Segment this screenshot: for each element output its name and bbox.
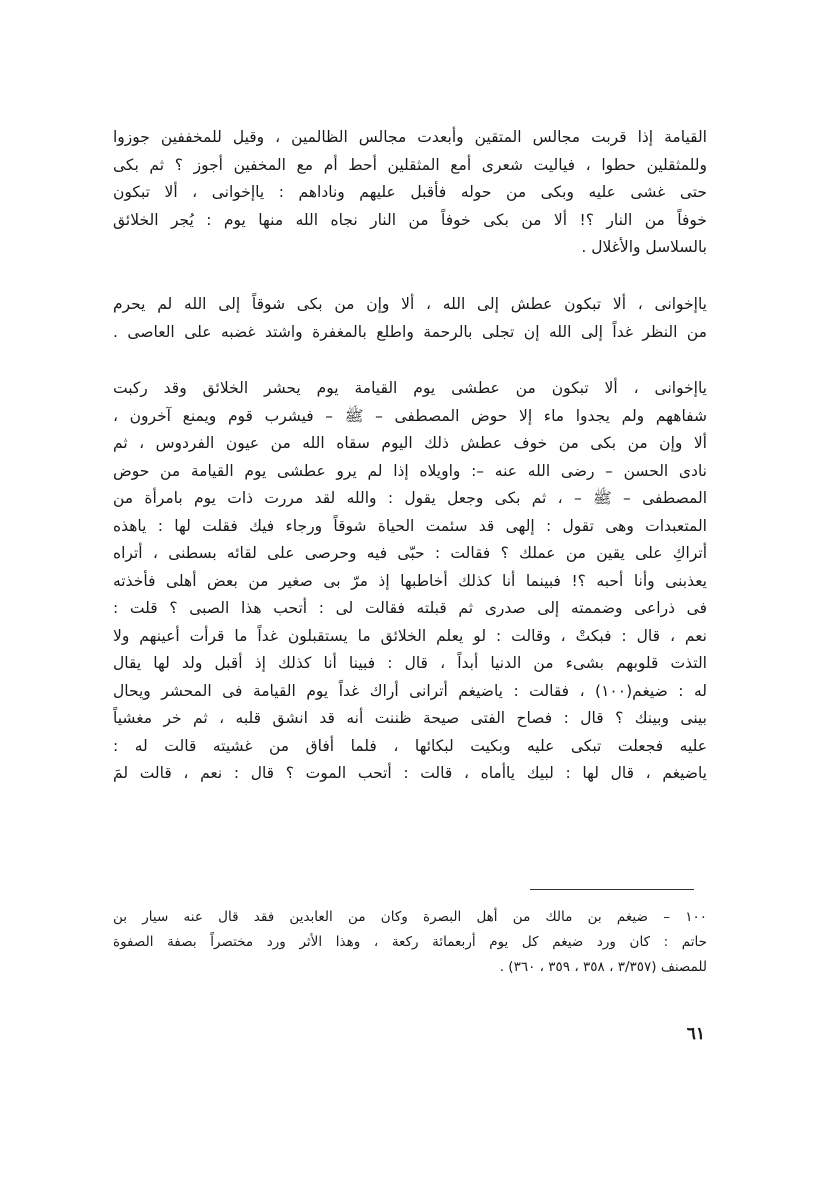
text-line: يعذبنى وأنا أحبه ؟! فبينما أنا كذلك أخاطبها إذ مرّ بى صغير من بعض أهلى فأخذته — [113, 571, 707, 590]
page-number: ٦١ — [686, 1024, 705, 1044]
footnote-line: حاتم : كان ورد ضيغم كل يوم أربعمائة ركعة ، وهذا الأثر ورد مختصراً بصفة الصفوة — [113, 934, 707, 950]
paragraph-3 — [113, 375, 707, 788]
text-line: نادى الحسن – رضى الله عنه –: واويلاه إذا لم يرو عطشى يوم القيامة من حوض — [113, 461, 707, 480]
text-line: نعم ، قال : فبكتْ ، وقالت : لو يعلم الخلائق ما يستقبلون غداً ما قرأت أعينهم ولا — [113, 626, 707, 645]
paragraph-1 — [113, 124, 707, 262]
text-line: المتعبدات وهى تقول : إلهى قد سئمت الحياة شوقاً ورجاء فيك فقلت لها : ياهذه — [113, 516, 707, 535]
footnote-line: للمصنف (٣/٣٥٧ ، ٣٥٨ ، ٣٥٩ ، ٣٦٠) . — [499, 959, 707, 975]
footnote — [113, 905, 707, 980]
text-line: عليه فجعلت تبكى عليه وبكيت لبكائها ، فلما أفاق من غشيته قالت له : — [113, 736, 707, 755]
text-line: التذت قلوبهم بشىء من الدنيا أبداً ، قال : فبينا أنا كذلك إذ أقبل ولد لها يقال — [113, 654, 707, 672]
paragraph-2 — [113, 291, 707, 346]
text-line: أتراكِ على يقين من عملك ؟ فقالت : حبّى فيه وحرصى على لقائه بسطنى ، أتراه — [113, 544, 707, 562]
text-line: بالسلاسل والأغلال . — [581, 238, 707, 256]
text-line: القيامة إذا قربت مجالس المتقين وأبعدت مجالس الظالمين ، وقيل للمخففين جوزوا — [113, 128, 707, 146]
text-line: فى ذراعى وضممته إلى صدرى ثم قبلته فقالت لى : أتحب هذا الصبى ؟ قلت : — [113, 599, 707, 617]
text-line: حتى غشى عليه وبكى من حوله فأقبل عليهم وناداهم : ياإخوانى ، ألا تبكون — [113, 183, 707, 201]
text-line: من النظر غداً إلى الله إن تجلى بالرحمة واطلع بالمغفرة واشتد غضبه على العاصى . — [113, 322, 707, 341]
text-line: خوفاً من النار ؟! ألا من بكى خوفاً من النار نجاه الله منها يوم : يُجر الخلائق — [113, 210, 707, 229]
text-line: المصطفى – ﷺ – ، ثم بكى وجعل يقول : والله لقد مررت ذات يوم بامرأة من — [113, 489, 707, 507]
text-line: ألا وإن من بكى من خوف عطش ذلك اليوم سقاه الله من عيون الفردوس ، ثم — [113, 434, 707, 452]
text-line: شفاههم ولم يجدوا ماء إلا حوض المصطفى – ﷺ – فيشرب قوم ويمنع آخرون ، — [113, 406, 707, 425]
footnote-line: ١٠٠ – ضيغم بن مالك من أهل البصرة وكان من العابدين فقد قال عنه سيار بن — [113, 909, 707, 925]
text-line: ياإخوانى ، ألا تبكون من عطشى يوم القيامة يوم يحشر الخلائق وقد ركبت — [113, 379, 707, 397]
footnote-divider — [530, 889, 694, 890]
text-line: ياإخوانى ، ألا تبكون عطش إلى الله ، ألا وإن من بكى شوقاً إلى الله لم يحرم — [113, 295, 707, 313]
text-line: له : ضيغم(١٠٠) ، فقالت : ياضيغم أترانى أراك غداً يوم القيامة فى المحشر ويحال — [113, 681, 707, 700]
text-line: ياضيغم ، قال لها : لبيك ياأماه ، قالت : أتحب الموت ؟ قال : نعم ، قالت لمَ — [113, 764, 707, 782]
text-line: وللمثقلين حطوا ، فياليت شعرى أمع المثقلين أحط أم مع المخفين أجوز ؟ ثم بكى — [113, 155, 707, 174]
text-line: بينى وبينك ؟ قال : فصاح الفتى صيحة ظننت أنه قد انشق قلبه ، ثم خر مغشياً — [113, 709, 707, 727]
